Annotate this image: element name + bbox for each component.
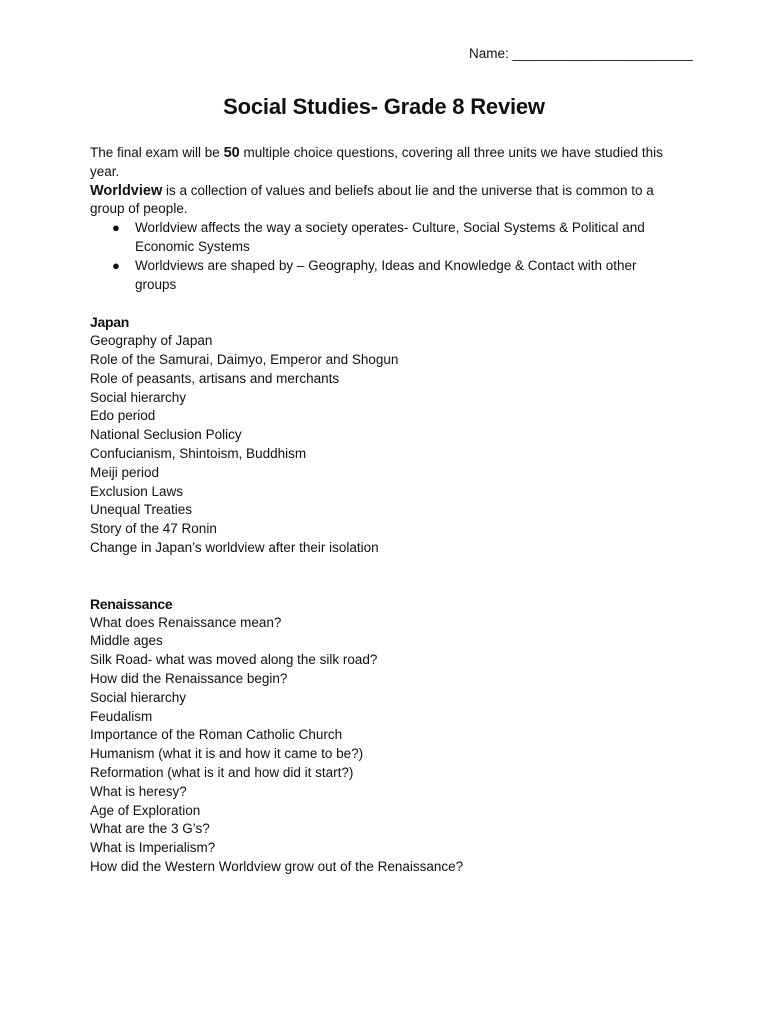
list-item: Feudalism: [90, 708, 153, 724]
list-item: What is heresy?: [90, 783, 187, 799]
list-item: Humanism (what it is and how it came to be?): [90, 746, 364, 762]
list-item: National Seclusion Policy: [90, 427, 242, 443]
bullet-item: [90, 219, 675, 257]
list-item: Confucianism, Shintoism, Buddhism: [90, 445, 307, 461]
bullet-text: Worldviews are shaped by – Geography, Ideas and Knowledge & Contact with other groups: [135, 257, 637, 292]
list-item: Importance of the Roman Catholic Church: [90, 727, 343, 743]
bullet-item: [90, 257, 675, 295]
list-item: Social hierarchy: [90, 389, 187, 405]
bullet-text: Worldview affects the way a society operates- Culture, Social Systems & Political and Economic Systems: [135, 220, 645, 254]
japan-topic-list: [90, 332, 675, 558]
list-item: Meiji period: [90, 464, 160, 480]
list-item: Reformation (what is it and how did it start?): [90, 764, 354, 780]
document-body: [90, 144, 675, 877]
list-item: Geography of Japan: [90, 333, 213, 349]
list-item: Unequal Treaties: [90, 502, 193, 518]
list-item: Age of Exploration: [90, 802, 201, 818]
list-item: What is Imperialism?: [90, 840, 216, 856]
worldview-bullet-list: [90, 219, 675, 294]
exam-info-prefix: The final exam will be: [90, 145, 224, 160]
exam-info-paragraph: [90, 144, 675, 182]
list-item: What are the 3 G’s?: [90, 821, 210, 837]
list-item: Role of peasants, artisans and merchants: [90, 370, 340, 386]
worldview-term: Worldview: [90, 182, 163, 199]
list-item: Role of the Samurai, Daimyo, Emperor and Shogun: [90, 351, 399, 367]
list-item: How did the Renaissance begin?: [90, 670, 288, 686]
renaissance-topic-list: [90, 614, 675, 877]
list-item: Exclusion Laws: [90, 483, 184, 499]
list-item: Middle ages: [90, 633, 163, 649]
worldview-definition: is a collection of values and beliefs about lie and the universe that is common to a group of people.: [90, 182, 654, 217]
list-item: Silk Road- what was moved along the silk road?: [90, 652, 378, 668]
list-item: Social hierarchy: [90, 689, 187, 705]
bullet-icon: ●: [112, 257, 120, 273]
renaissance-heading: Renaissance: [90, 595, 173, 612]
list-item: Story of the 47 Ronin: [90, 521, 217, 537]
page-title: Social Studies- Grade 8 Review: [223, 94, 545, 119]
name-field-label: Name: ________________________: [469, 46, 693, 61]
exam-info-suffix: multiple choice questions, covering all three units we have studied this year.: [90, 145, 663, 179]
bullet-icon: ●: [112, 220, 120, 236]
list-item: Edo period: [90, 408, 156, 424]
list-item: How did the Western Worldview grow out of the Renaissance?: [90, 858, 464, 874]
japan-heading: Japan: [90, 314, 129, 331]
list-item: Change in Japan’s worldview after their isolation: [90, 539, 379, 555]
list-item: What does Renaissance mean?: [90, 614, 282, 630]
exam-question-count: 50: [223, 145, 240, 161]
worldview-definition-paragraph: [90, 182, 675, 220]
